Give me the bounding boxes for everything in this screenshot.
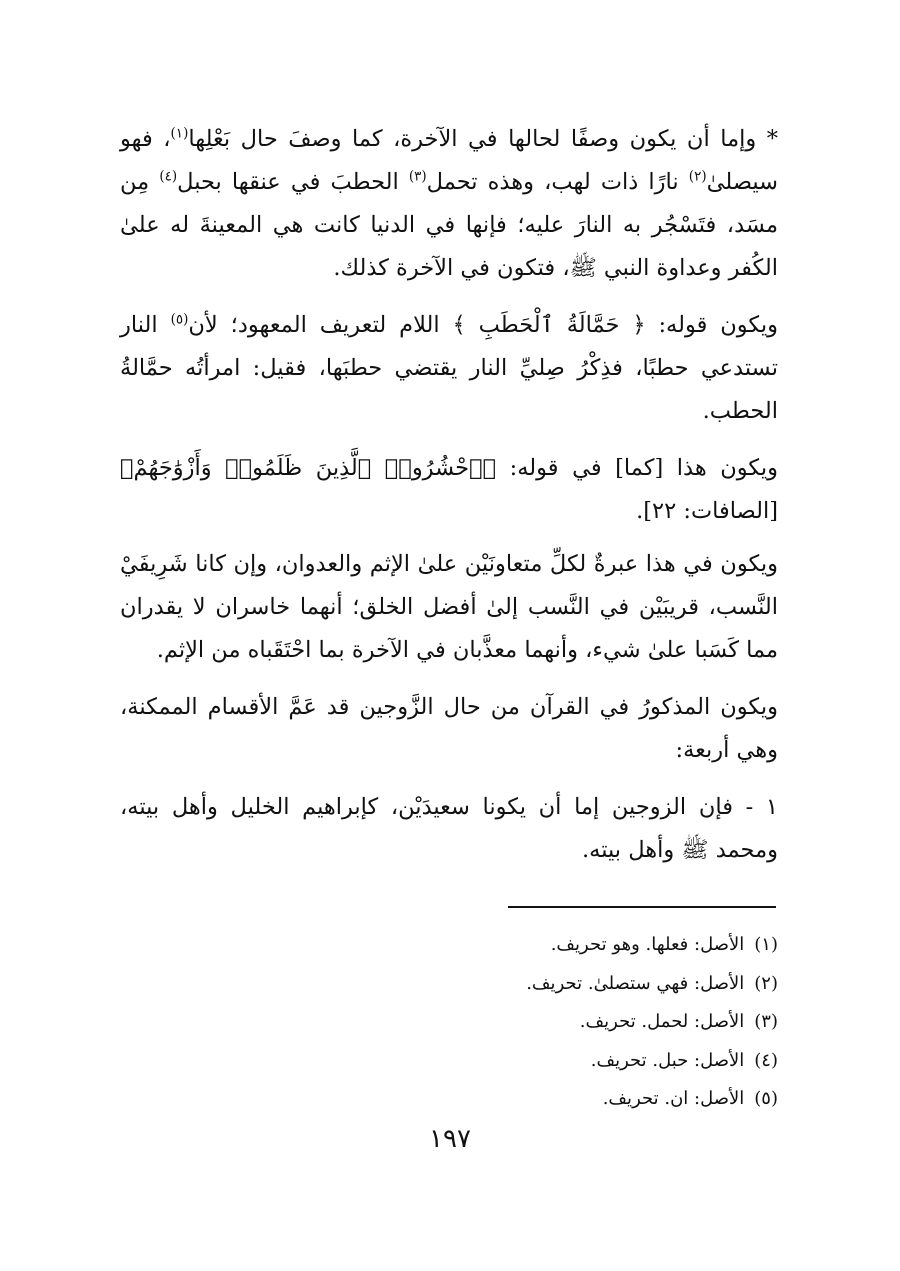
footnote-ref-1[interactable]: (١) bbox=[170, 125, 189, 142]
footnote-ref-4[interactable]: (٤) bbox=[159, 168, 178, 185]
paragraph-4: ويكون في هذا عبرةٌ لكلِّ متعاونَيْن علىٰ الإثم والعدوان، وإن كانا شَرِيفَيْ النَّسب، قريبَيْن في النَّسب إلىٰ أفضل الخلق؛ أنهما خاسران لا يقدران مما كَسَبا علىٰ شيء، وأنهما معذَّبان في الآخرة بما احْتَقَباه من الإثم. bbox=[120, 551, 778, 663]
paragraph-2 bbox=[120, 304, 778, 433]
footnote-2 bbox=[420, 965, 778, 1004]
footnote-text: الأصل: لحمل. تحريف. bbox=[579, 1011, 745, 1032]
footnote-number: (٤) bbox=[754, 1049, 778, 1071]
paragraph-1-text-c: نارًا ذات لهب، وهذه تحمل bbox=[426, 169, 689, 195]
footnote-number: (٢) bbox=[754, 972, 778, 994]
footnote-4 bbox=[420, 1042, 778, 1081]
page-body bbox=[120, 118, 778, 886]
footnote-divider bbox=[508, 906, 776, 908]
footnote-number: (٣) bbox=[754, 1011, 778, 1032]
paragraph-6: ١ - فإن الزوجين إما أن يكونا سعيدَيْن، كإبراهيم الخليل وأهل بيته، ومحمد ﷺ وأهل بيته. bbox=[120, 794, 778, 863]
footnote-number: (١) bbox=[754, 934, 778, 955]
paragraph-3: ويكون هذا [كما] في قوله: ﴿ٱحْشُرُوا۟ ٱلَّذِينَ ظَلَمُوا۟ وَأَزْوَٰجَهُمْ﴾ [الصافات: ٢٢]. bbox=[120, 455, 778, 524]
footnote-text: الأصل: حبل. تحريف. bbox=[590, 1049, 745, 1071]
paragraph-1 bbox=[120, 118, 778, 290]
footnote-ref-5[interactable]: (٥) bbox=[170, 311, 189, 328]
paragraph-1-text-d: الحطبَ في عنقها بحبل bbox=[177, 169, 409, 195]
footnote-5 bbox=[420, 1080, 778, 1119]
footnote-1 bbox=[420, 926, 778, 965]
page-number: ١٩٧ bbox=[429, 1124, 471, 1154]
paragraph-1-text-a: * وإما أن يكون وصفًا لحالها في الآخرة، كما وصفَ حال بَعْلِها bbox=[188, 126, 778, 152]
footnote-text: الأصل: ان. تحريف. bbox=[602, 1088, 745, 1109]
paragraph-2-text-b: النار تستدعي حطبًا، فذِكْرُ صِليِّ النار يقتضي حطبَها، فقيل: امرأتُه حمَّالةُ الحطب. bbox=[120, 312, 778, 424]
footnote-ref-3[interactable]: (٣) bbox=[408, 168, 427, 185]
footnote-ref-2[interactable]: (٢) bbox=[688, 168, 707, 185]
footnotes-list bbox=[420, 926, 778, 1119]
paragraph-1-text-e: مِن مسَد، فتَسْجُر به النارَ عليه؛ فإنها في الدنيا كانت هي المعينةَ له علىٰ الكُفر وعداوة النبي ﷺ، فتكون في الآخرة كذلك. bbox=[120, 169, 778, 281]
footnote-3 bbox=[420, 1003, 778, 1042]
paragraph-1-text-b: ، فهو سيصلىٰ bbox=[120, 126, 778, 195]
paragraph-2-text-a: ويكون قوله: ﴿ حَمَّالَةُ ٱلْحَطَبِ ﴾ اللام لتعريف المعهود؛ لأن bbox=[188, 312, 778, 338]
paragraph-5: ويكون المذكورُ في القرآن من حال الزَّوجين قد عَمَّ الأقسام الممكنة، وهي أربعة: bbox=[120, 694, 778, 763]
footnote-text: الأصل: فعلها. وهو تحريف. bbox=[550, 934, 745, 955]
footnote-text: الأصل: فهي ستصلىٰ. تحريف. bbox=[526, 972, 745, 994]
footnote-number: (٥) bbox=[754, 1088, 778, 1109]
